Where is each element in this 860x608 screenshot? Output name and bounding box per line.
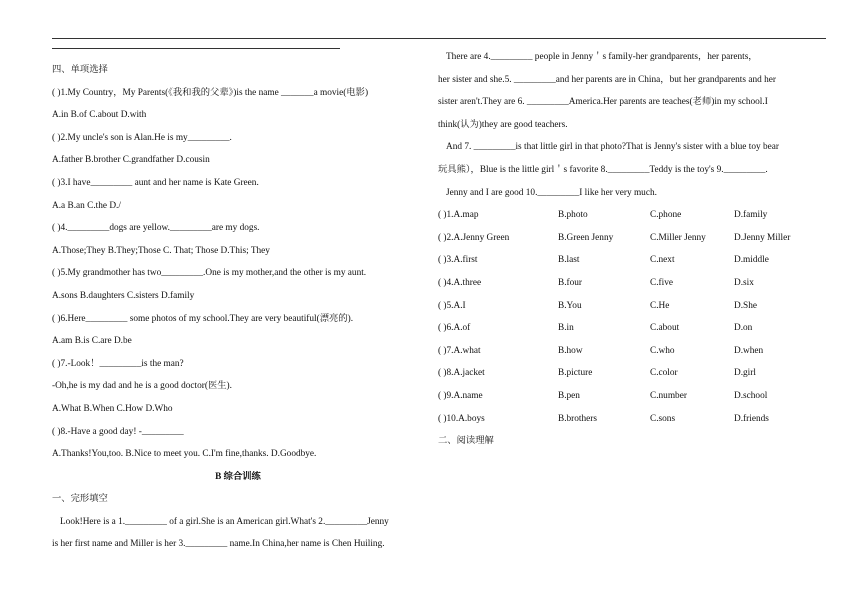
passage-line-6: 玩具熊），Blue is the little girl＇s favorite 8._________Teddy is the toy's 9._________.: [438, 164, 768, 175]
option-d: D.family: [734, 210, 768, 221]
option-b: B.photo: [558, 210, 588, 221]
section-b-title: B 综合训练: [215, 471, 261, 482]
cloze-option-row: [438, 317, 816, 340]
right-column: [438, 46, 816, 453]
options-5: A.sons B.daughters C.sisters D.family: [52, 290, 195, 301]
answer-blank-line: [52, 48, 340, 49]
option-a: ( )6.A.of: [438, 323, 471, 334]
options-8: A.Thanks!You,too. B.Nice to meet you. C.I'm fine,thanks. D.Goodbye.: [52, 449, 317, 460]
option-c: C.phone: [650, 210, 682, 221]
option-c: C.about: [650, 323, 680, 334]
cloze-option-row: [438, 385, 816, 408]
option-c: C.He: [650, 300, 670, 311]
passage-line-7: Jenny and I are good 10._________I like her very much.: [446, 187, 657, 198]
option-d: D.middle: [734, 255, 769, 266]
option-c: C.who: [650, 345, 675, 356]
option-a: ( )10.A.boys: [438, 413, 485, 424]
option-c: C.five: [650, 277, 673, 288]
option-b: B.picture: [558, 368, 593, 379]
cloze-option-row: [438, 204, 816, 227]
option-a: ( )8.A.jacket: [438, 368, 485, 379]
option-d: D.She: [734, 300, 757, 311]
cloze-line-1: Look!Here is a 1._________ of a girl.She is an American girl.What's 2._________Jenny: [60, 516, 389, 527]
option-b: B.how: [558, 345, 583, 356]
option-d: D.six: [734, 277, 754, 288]
reading-section-title: 二、阅读理解: [438, 436, 494, 447]
option-a: ( )4.A.three: [438, 277, 482, 288]
option-a: ( )1.A.map: [438, 210, 479, 221]
passage-line-5: And 7. _________is that little girl in that photo?That is Jenny's sister with a blue toy bear: [446, 142, 779, 153]
left-column: [52, 46, 424, 556]
question-3: ( )3.I have_________ aunt and her name is Kate Green.: [52, 177, 259, 188]
cloze-title: 一、完形填空: [52, 494, 108, 505]
option-b: B.in: [558, 323, 574, 334]
option-a: ( )5.A.I: [438, 300, 466, 311]
option-d: D.Jenny Miller: [734, 232, 791, 243]
option-d: D.friends: [734, 413, 769, 424]
passage-line-2: her sister and she.5. _________and her parents are in China，but her grandparents and her: [438, 74, 776, 85]
option-c: C.Miller Jenny: [650, 232, 706, 243]
options-3: A.a B.an C.the D./: [52, 200, 121, 211]
top-divider: [52, 38, 826, 39]
option-b: B.four: [558, 277, 583, 288]
option-c: C.sons: [650, 413, 676, 424]
options-7: A.What B.When C.How D.Who: [52, 403, 173, 414]
option-b: B.You: [558, 300, 582, 311]
passage-line-4: think(认为)they are good teachers.: [438, 119, 568, 130]
option-b: B.brothers: [558, 413, 597, 424]
option-d: D.on: [734, 323, 753, 334]
option-d: D.school: [734, 390, 768, 401]
passage-line-1: There are 4._________ people in Jenny＇s family-her grandparents，her parents，: [446, 52, 758, 62]
option-b: B.last: [558, 255, 580, 266]
option-a: ( )7.A.what: [438, 345, 481, 356]
question-6: ( )6.Here_________ some photos of my school.They are very beautiful(漂亮的).: [52, 313, 354, 324]
option-b: B.pen: [558, 390, 580, 401]
question-1: ( )1.My Country，My Parents(《我和我的父辈》)is the name _______a movie(电影): [52, 87, 369, 98]
question-8: ( )8.-Have a good day! -_________: [52, 426, 184, 437]
question-7: ( )7.-Look！_________is the man?: [52, 358, 184, 369]
cloze-option-row: [438, 340, 816, 363]
option-c: C.number: [650, 390, 687, 401]
option-d: D.girl: [734, 368, 756, 379]
option-d: D.when: [734, 345, 764, 356]
cloze-option-row: [438, 272, 816, 295]
section-title-single-choice: 四、单项选择: [52, 65, 108, 75]
option-c: C.next: [650, 255, 675, 266]
option-a: ( )3.A.first: [438, 255, 478, 266]
question-5: ( )5.My grandmother has two_________.One is my mother,and the other is my aunt.: [52, 268, 367, 279]
cloze-line-2: is her first name and Miller is her 3._________ name.In China,her name is Chen Huiling.: [52, 539, 385, 550]
option-a: ( )9.A.name: [438, 390, 483, 401]
question-2: ( )2.My uncle's son is Alan.He is my_________.: [52, 132, 232, 143]
option-a: ( )2.A.Jenny Green: [438, 232, 510, 243]
option-c: C.color: [650, 368, 678, 379]
options-4: A.Those;They B.They;Those C. That; Those D.This; They: [52, 245, 270, 256]
options-1: A.in B.of C.about D.with: [52, 110, 147, 121]
question-4: ( )4._________dogs are yellow._________are my dogs.: [52, 223, 260, 234]
passage-line-3: sister aren't.They are 6. _________America.Her parents are teaches(老师)in my school.I: [438, 97, 768, 108]
options-2: A.father B.brother C.grandfather D.cousin: [52, 155, 210, 166]
cloze-option-row: [438, 227, 816, 250]
cloze-option-row: [438, 295, 816, 318]
cloze-option-row: [438, 408, 816, 431]
question-7-dialog: -Oh,he is my dad and he is a good doctor(医生).: [52, 381, 232, 392]
cloze-option-row: [438, 362, 816, 385]
options-6: A.am B.is C.are D.be: [52, 336, 132, 347]
cloze-option-row: [438, 249, 816, 272]
option-b: B.Green Jenny: [558, 232, 614, 243]
